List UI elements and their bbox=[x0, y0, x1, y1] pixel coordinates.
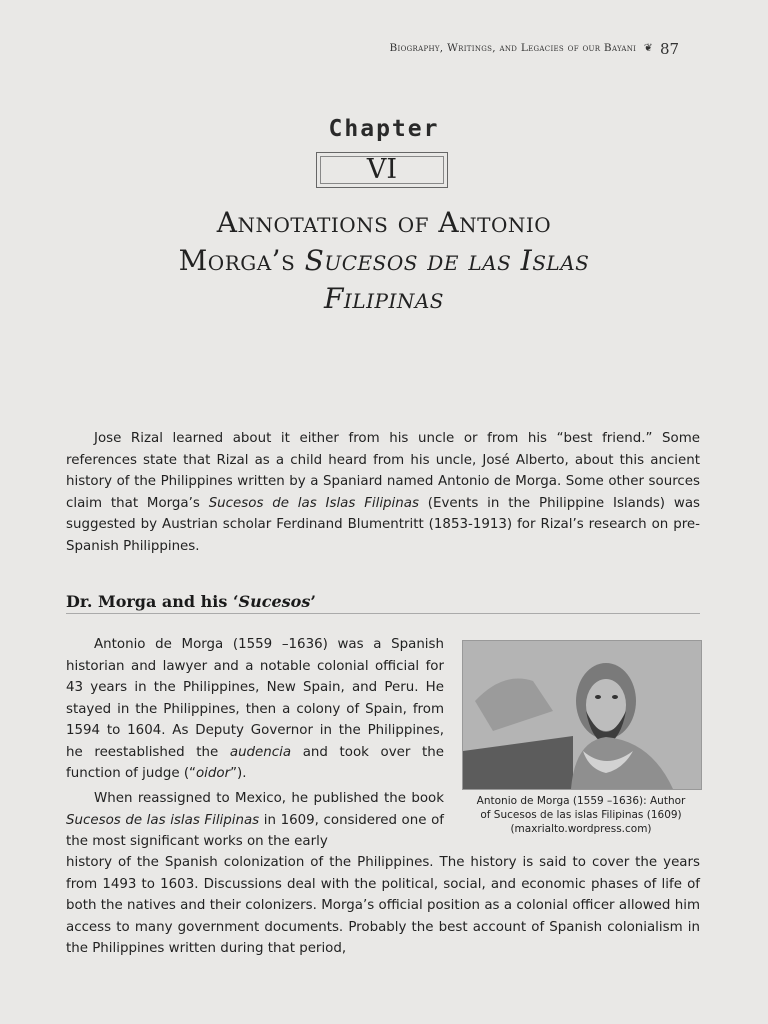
portrait-icon bbox=[463, 641, 701, 789]
running-title: Biography, Writings, and Legacies of our Bayani bbox=[389, 42, 637, 54]
title-line-2: Morga’s Sucesos de las Islas bbox=[178, 244, 590, 277]
section-heading: Dr. Morga and his ‘Sucesos’ bbox=[66, 592, 700, 614]
chapter-label: Chapter bbox=[328, 116, 440, 142]
running-header bbox=[390, 42, 653, 54]
portrait-image bbox=[462, 640, 702, 790]
header-ornament-icon: ❦ bbox=[643, 42, 653, 54]
portrait-caption: Antonio de Morga (1559 –1636): Author of Sucesos de las islas Filipinas (1609) (maxrialto.wordpress.com) bbox=[476, 795, 686, 835]
paragraph-intro: Jose Rizal learned about it either from his uncle or from his “best friend.” Some references state that Rizal as a child heard from his uncle, José Alberto, about this ancient history of the Philippines written by a Spaniard named Antonio de Morga. Some other sources claim that Morga’s Sucesos de las Islas Filipinas (Events in the Philippine Islands) was suggested by Austrian scholar Ferdinand Blumentritt (1853-1913) for Rizal’s research on pre-Spanish Philippines. bbox=[66, 431, 700, 554]
chapter-title bbox=[60, 204, 708, 318]
title-line-3: Filipinas bbox=[323, 282, 444, 315]
chapter-number: VI bbox=[316, 152, 448, 188]
page-number: 87 bbox=[660, 40, 680, 58]
paragraph-history-coverage: history of the Spanish colonization of the Philippines. The history is said to cover the years from 1493 to 1603. Discussions deal with the political, social, and economic phases of life of both the natives and their colonizers. Morga’s official position as a colonial officer allowed him access to many government documents. Probably the best account of Spanish colonialism in the Philippines written during that period, bbox=[66, 855, 700, 956]
paragraph-sucesos-publication: When reassigned to Mexico, he published the book Sucesos de las islas Filipinas in 1609, considered one of the most significant works on the early bbox=[66, 791, 444, 849]
paragraph-morga-bio: Antonio de Morga (1559 –1636) was a Spanish historian and lawyer and a notable colonial official for 43 years in the Philippines, New Spain, and Peru. He stayed in the Philippines, then a colony of Spain, from 1594 to 1604. As Deputy Governor in the Philippines, he reestablished the audencia and took over the function of judge (“oidor”). bbox=[66, 637, 445, 781]
title-line-1: Annotations of Antonio bbox=[216, 206, 552, 239]
